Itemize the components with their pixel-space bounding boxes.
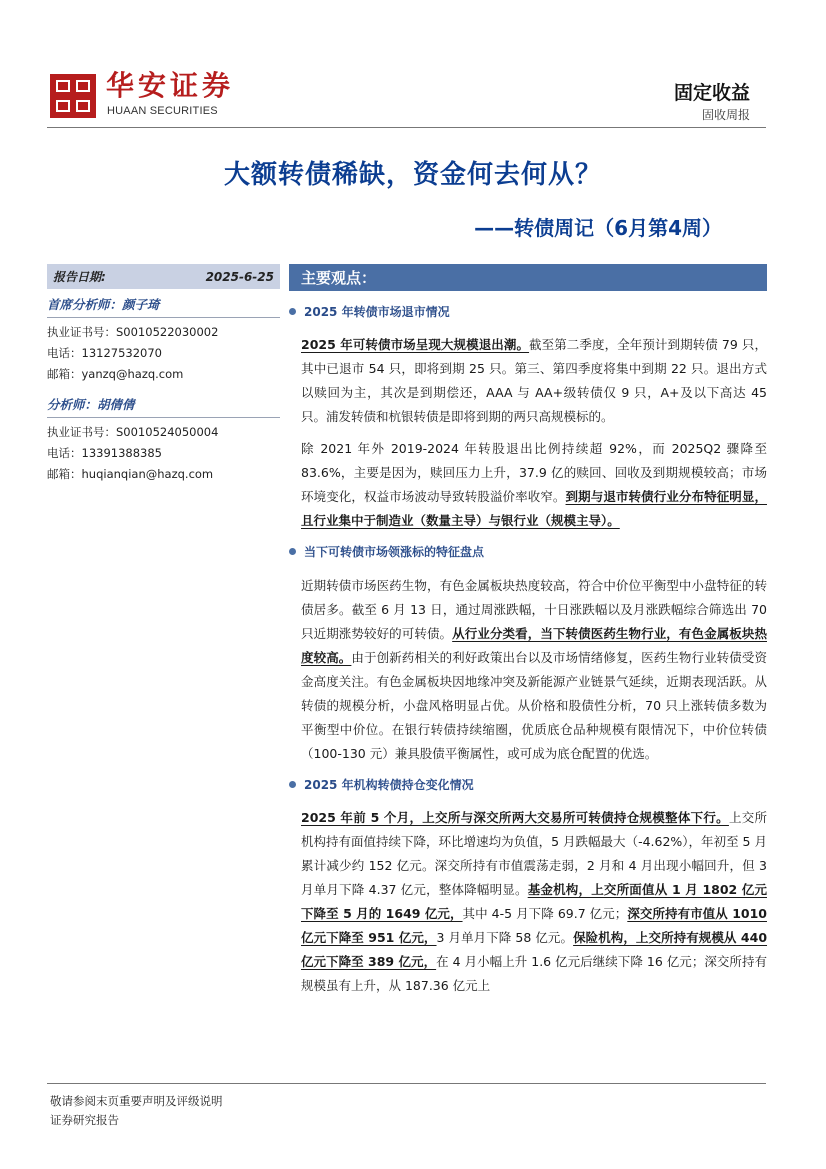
analyst-1-name: 首席分析师：颜子琦 [47, 297, 160, 312]
bullet-dot-icon [289, 308, 296, 315]
section-3-title-text: 2025 年机构转债持仓变化情况 [304, 778, 474, 792]
section-3-body-2: 其中 4-5 月下降 69.7 亿元； [462, 906, 628, 921]
section-3-bold-1: 基金机构，上交所面值从 1 月 1802 亿元下降至 5 月的 1649 亿元， [301, 882, 767, 921]
footer-report-type: 证券研究报告 [50, 1113, 119, 1127]
section-3-bold-2: 深交所持有市值从 1010 亿元下降至 951 亿元， [301, 906, 767, 945]
page-subtitle: ——转债周记（6月第4周） [474, 216, 722, 240]
section-3-title [289, 776, 767, 793]
section-2-paragraph [301, 574, 767, 766]
section-3-body-1: 上交所机构持有面值持续下降，环比增速均为负值，5 月跌幅最大（-4.62%），年初至 5 月累计减少约 152 亿元。深交所持有市值震荡走弱，2 月和 4 月出现小幅回升，但 3 月单月下降 4.37 亿元，整体降幅明显。 [301, 810, 767, 897]
analyst-sidebar [47, 264, 280, 485]
section-1-body-1: 截至第二季度，全年预计到期转债 79 只，其中已退市 54 只，即将到期 25 只。第三、第四季度将集中到期 22 只。退出方式以赎回为主，其次是到期偿还，AAA 与 AA+级转债仅 9 只，A+及以下高达 45 只。浦发转债和杭银转债是即将到期的两只高规模标的。 [301, 337, 767, 424]
section-1-bold: 到期与退市转债行业分布特征明显，且行业集中于制造业（数量主导）与银行业（规模主导）。 [301, 489, 767, 528]
section-3-lead: 2025 年前 5 个月，上交所与深交所两大交易所可转债持仓规模整体下行。 [301, 810, 729, 825]
section-1-body-2: 除 2021 年外 2019-2024 年转股退出比例持续超 92%，而 2025Q2 骤降至 83.6%，主要是因为，赎回压力上升，37.9 亿的赎回、回收及到期规模较高；市场环境变化，权益市场波动导致转股溢价率收窄。 [301, 441, 767, 504]
analyst-2-phone: 电话：13391388385 [47, 445, 162, 460]
footer-disclaimer: 敬请参阅末页重要声明及评级说明 [50, 1094, 223, 1108]
section-1-paragraph-1 [301, 333, 767, 429]
main-content [289, 264, 767, 998]
analyst-1-email[interactable]: 邮箱：yanzq@hazq.com [47, 366, 184, 381]
company-logo-icon [50, 74, 96, 118]
brand-name-cn: 华安证券 [106, 69, 235, 102]
section-1-title [289, 303, 767, 320]
report-category: 固定收益 [673, 82, 750, 104]
report-date-bar [47, 264, 280, 289]
key-points-bar: 主要观点： [289, 264, 767, 291]
report-subcategory: 固收周报 [701, 108, 750, 122]
analyst-1-phone: 电话：13127532070 [47, 345, 162, 360]
bullet-dot-icon [289, 548, 296, 555]
section-2-body-2: 由于创新药相关的利好政策出台以及市场情绪修复，医药生物行业转债受资金高度关注。有色金属板块因地缘冲突及新能源产业链景气延续，近期表现活跃。从转债的规模分析，小盘风格明显占优。从价格和股债性分析，70 只上涨转债多数为平衡型中价位。在银行转债持续缩圈，优质底仓品种规模有限情况下，中价位转债（100-130 元）兼具股债平衡属性，或可成为底仓配置的优选。 [301, 650, 767, 761]
header-divider [47, 127, 766, 128]
page-title: 大额转债稀缺，资金何去何从？ [223, 160, 602, 190]
section-3-body-3: 3 月单月下降 58 亿元。 [436, 930, 574, 945]
analyst-divider [47, 317, 280, 318]
section-1-title-text: 2025 年转债市场退市情况 [304, 305, 450, 319]
section-2-body-1: 近期转债市场医药生物，有色金属板块热度较高，符合中价位平衡型中小盘特征的转债居多。截至 6 月 13 日，通过周涨跌幅，十日涨跌幅以及月涨跌幅综合筛选出 70 只近期涨势较好的可转债。 [301, 578, 767, 641]
bullet-dot-icon [289, 781, 296, 788]
section-3-bold-3: 保险机构，上交所持有规模从 440 亿元下降至 389 亿元， [301, 930, 768, 969]
analyst-1-cert: 执业证书号：S0010522030002 [47, 324, 219, 339]
report-date-value: 2025-6-25 [205, 269, 274, 284]
section-2-bold: 从行业分类看，当下转债医药生物行业，有色金属板块热度较高。 [301, 626, 767, 665]
report-date-label: 报告日期: [53, 270, 106, 284]
section-2-title-text: 当下可转债市场领涨标的特征盘点 [304, 545, 485, 559]
brand-name-en: HUAAN SECURITIES [107, 105, 218, 117]
section-2-title [289, 543, 767, 560]
analyst-2-email[interactable]: 邮箱：huqianqian@hazq.com [47, 466, 214, 481]
section-1-paragraph-2 [301, 437, 767, 533]
section-1-lead: 2025 年可转债市场呈现大规模退出潮。 [301, 337, 530, 352]
analyst-divider [47, 417, 280, 418]
analyst-2-cert: 执业证书号：S0010524050004 [47, 424, 219, 439]
footer-divider [47, 1083, 766, 1084]
analyst-2-name: 分析师：胡倩倩 [47, 396, 135, 412]
section-3-body-4: 在 4 月小幅上升 1.6 亿元后继续下降 16 亿元；深交所持有规模虽有上升，从 187.36 亿元上 [301, 954, 767, 993]
section-3-paragraph [301, 806, 767, 998]
